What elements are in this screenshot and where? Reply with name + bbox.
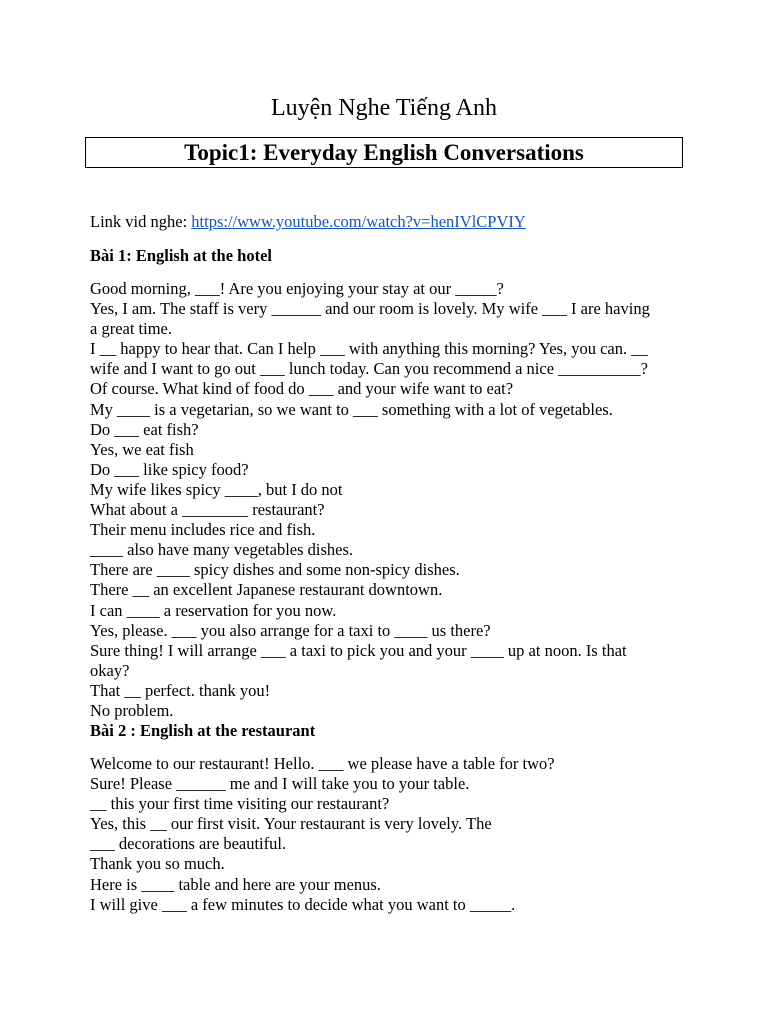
dialogue-line: Sure! Please ______ me and I will take you to your table.: [90, 774, 470, 794]
dialogue-line: That __ perfect. thank you!: [90, 680, 271, 700]
topic-title-box: Topic1: Everyday English Conversations: [85, 137, 683, 168]
dialogue-line: ____ also have many vegetables dishes.: [90, 540, 354, 560]
dialogue-line: Of course. What kind of food do ___ and your wife want to eat?: [90, 379, 514, 399]
video-link-line: [90, 211, 526, 233]
section-1-dialogue: [90, 279, 680, 721]
dialogue-line: My wife likes spicy ____, but I do not: [90, 479, 343, 499]
youtube-link[interactable]: https://www.youtube.com/watch?v=henIVlCPVIY: [191, 212, 526, 231]
dialogue-line: Good morning, ___! Are you enjoying your stay at our _____?: [90, 279, 504, 298]
dialogue-line: a great time.: [90, 319, 173, 339]
dialogue-line: Welcome to our restaurant! Hello. ___ we please have a table for two?: [90, 754, 555, 773]
dialogue-line: wife and I want to go out ___ lunch today. Can you recommend a nice __________?: [90, 359, 648, 379]
dialogue-line: Do ___ eat fish?: [90, 419, 199, 439]
dialogue-line: Do ___ like spicy food?: [90, 459, 249, 479]
section-heading-1: Bài 1: English at the hotel: [90, 246, 272, 265]
dialogue-line: ___ decorations are beautiful.: [90, 834, 287, 854]
dialogue-line: __ this your first time visiting our restaurant?: [90, 794, 390, 814]
link-prefix: Link vid nghe:: [90, 212, 192, 231]
dialogue-line: Thank you so much.: [90, 854, 225, 874]
dialogue-line: Sure thing! I will arrange ___ a taxi to pick you and your ____ up at noon. Is that: [90, 640, 627, 660]
section-2-dialogue: [90, 754, 680, 915]
dialogue-line: Yes, please. ___ you also arrange for a taxi to ____ us there?: [90, 620, 491, 640]
dialogue-line: Yes, we eat fish: [90, 439, 194, 459]
dialogue-line: Their menu includes rice and fish.: [90, 520, 316, 540]
dialogue-line: Here is ____ table and here are your menus.: [90, 874, 381, 894]
document-title: Luyện Nghe Tiếng Anh: [270, 95, 497, 121]
section-heading-2: Bài 2 : English at the restaurant: [90, 721, 316, 740]
dialogue-line: I can ____ a reservation for you now.: [90, 600, 337, 620]
dialogue-line: My ____ is a vegetarian, so we want to ___ something with a lot of vegetables.: [90, 399, 613, 419]
dialogue-line: What about a ________ restaurant?: [90, 500, 325, 520]
dialogue-line: Yes, this __ our first visit. Your restaurant is very lovely. The: [90, 814, 492, 834]
dialogue-line: I will give ___ a few minutes to decide what you want to _____.: [90, 894, 516, 914]
dialogue-line: Yes, I am. The staff is very ______ and our room is lovely. My wife ___ I are having: [90, 299, 650, 319]
dialogue-line: I __ happy to hear that. Can I help ___ with anything this morning? Yes, you can. __: [90, 339, 648, 359]
dialogue-line: There are ____ spicy dishes and some non-spicy dishes.: [90, 560, 460, 580]
dialogue-line: There __ an excellent Japanese restaurant downtown.: [90, 580, 443, 600]
dialogue-line: No problem.: [90, 700, 174, 720]
dialogue-line: okay?: [90, 660, 130, 680]
